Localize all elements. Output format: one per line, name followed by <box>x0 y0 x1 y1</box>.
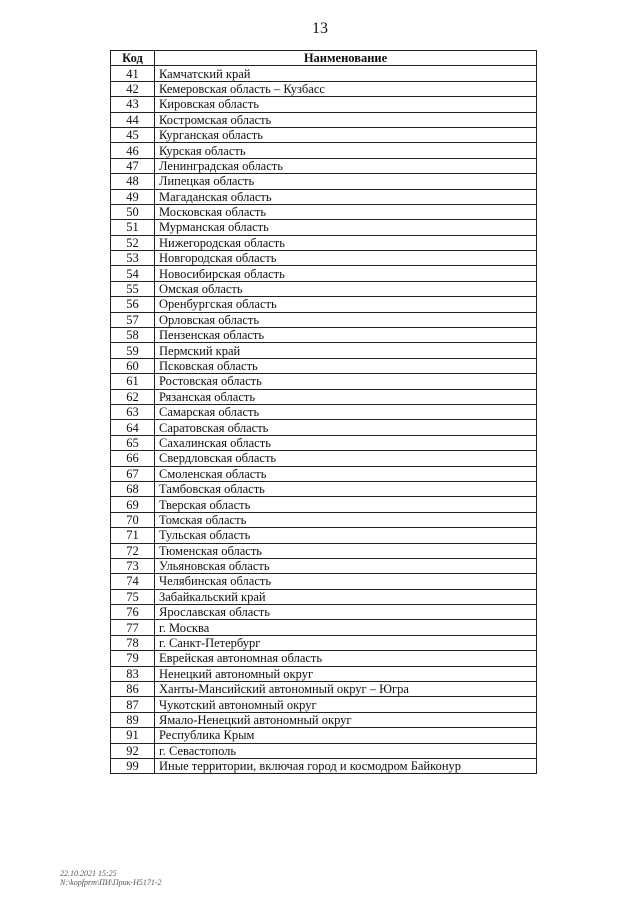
table-row <box>111 174 537 189</box>
table-row <box>111 558 537 573</box>
table-row <box>111 728 537 743</box>
region-code: 63 <box>111 404 155 419</box>
region-name: г. Севастополь <box>155 743 537 758</box>
region-code: 89 <box>111 712 155 727</box>
table-row <box>111 712 537 727</box>
region-name: Нижегородская область <box>155 235 537 250</box>
region-name: Московская область <box>155 204 537 219</box>
region-code: 49 <box>111 189 155 204</box>
table-row <box>111 497 537 512</box>
table-row <box>111 420 537 435</box>
region-name: Ярославская область <box>155 605 537 620</box>
region-code: 41 <box>111 66 155 81</box>
table-body <box>111 66 537 774</box>
region-name: Новосибирская область <box>155 266 537 281</box>
region-name: Новгородская область <box>155 251 537 266</box>
table-row <box>111 158 537 173</box>
region-name: Ростовская область <box>155 374 537 389</box>
table-row <box>111 389 537 404</box>
region-name: г. Санкт-Петербург <box>155 635 537 650</box>
region-name: Пензенская область <box>155 328 537 343</box>
table-row <box>111 220 537 235</box>
region-name: Иные территории, включая город и космодром Байконур <box>155 758 537 773</box>
table-row <box>111 328 537 343</box>
region-code: 71 <box>111 528 155 543</box>
region-name: Курская область <box>155 143 537 158</box>
region-name: Ханты-Мансийский автономный округ – Югра <box>155 682 537 697</box>
table-row <box>111 204 537 219</box>
region-name: Томская область <box>155 512 537 527</box>
table-row <box>111 343 537 358</box>
region-name: Свердловская область <box>155 451 537 466</box>
table-row <box>111 435 537 450</box>
table-row <box>111 481 537 496</box>
region-code: 83 <box>111 666 155 681</box>
region-name: Кемеровская область – Кузбасс <box>155 81 537 96</box>
region-code: 69 <box>111 497 155 512</box>
table-row <box>111 143 537 158</box>
table-row <box>111 374 537 389</box>
region-name: Тамбовская область <box>155 481 537 496</box>
region-code: 68 <box>111 481 155 496</box>
region-name: Псковская область <box>155 358 537 373</box>
region-code: 42 <box>111 81 155 96</box>
region-name: Ленинградская область <box>155 158 537 173</box>
region-code: 70 <box>111 512 155 527</box>
table-row <box>111 605 537 620</box>
region-name: Смоленская область <box>155 466 537 481</box>
region-code: 72 <box>111 543 155 558</box>
region-code: 61 <box>111 374 155 389</box>
table-row <box>111 651 537 666</box>
region-name: Сахалинская область <box>155 435 537 450</box>
region-code: 62 <box>111 389 155 404</box>
region-code: 86 <box>111 682 155 697</box>
region-name: Саратовская область <box>155 420 537 435</box>
region-name: Камчатский край <box>155 66 537 81</box>
region-code: 67 <box>111 466 155 481</box>
table-row <box>111 543 537 558</box>
table-row <box>111 466 537 481</box>
region-code: 65 <box>111 435 155 450</box>
table-row <box>111 620 537 635</box>
table-row <box>111 451 537 466</box>
region-name: Тюменская область <box>155 543 537 558</box>
region-code: 60 <box>111 358 155 373</box>
region-code: 74 <box>111 574 155 589</box>
region-code: 57 <box>111 312 155 327</box>
region-code: 77 <box>111 620 155 635</box>
region-name: Омская область <box>155 281 537 296</box>
table-row <box>111 97 537 112</box>
region-name: Еврейская автономная область <box>155 651 537 666</box>
region-code: 50 <box>111 204 155 219</box>
table-row <box>111 189 537 204</box>
table-row <box>111 574 537 589</box>
table-row <box>111 682 537 697</box>
region-code: 73 <box>111 558 155 573</box>
region-name: г. Москва <box>155 620 537 635</box>
region-name: Рязанская область <box>155 389 537 404</box>
region-name: Забайкальский край <box>155 589 537 604</box>
footer-timestamp: 22.10.2021 15:25 <box>60 869 117 878</box>
region-name: Липецкая область <box>155 174 537 189</box>
region-code: 48 <box>111 174 155 189</box>
table-row <box>111 127 537 142</box>
region-code: 43 <box>111 97 155 112</box>
table-header <box>111 51 537 66</box>
region-code: 99 <box>111 758 155 773</box>
table-row <box>111 235 537 250</box>
region-name: Оренбургская область <box>155 297 537 312</box>
column-header-name: Наименование <box>155 51 537 66</box>
footer-file-path: N:\kopfprm\ПИ\Прик-Н5171-2 <box>60 878 162 887</box>
region-name: Чукотский автономный округ <box>155 697 537 712</box>
region-name: Челябинская область <box>155 574 537 589</box>
table-row <box>111 697 537 712</box>
region-name: Ульяновская область <box>155 558 537 573</box>
regions-table <box>110 50 537 774</box>
region-code: 75 <box>111 589 155 604</box>
region-code: 45 <box>111 127 155 142</box>
region-name: Тульская область <box>155 528 537 543</box>
region-name: Самарская область <box>155 404 537 419</box>
region-code: 53 <box>111 251 155 266</box>
region-code: 58 <box>111 328 155 343</box>
region-code: 47 <box>111 158 155 173</box>
table-row <box>111 743 537 758</box>
table-row <box>111 589 537 604</box>
table-row <box>111 251 537 266</box>
region-code: 59 <box>111 343 155 358</box>
region-code: 87 <box>111 697 155 712</box>
region-name: Мурманская область <box>155 220 537 235</box>
region-name: Костромская область <box>155 112 537 127</box>
region-code: 44 <box>111 112 155 127</box>
region-name: Кировская область <box>155 97 537 112</box>
table-row <box>111 266 537 281</box>
table-row <box>111 81 537 96</box>
table-row <box>111 512 537 527</box>
table-row <box>111 297 537 312</box>
region-code: 76 <box>111 605 155 620</box>
region-name: Магаданская область <box>155 189 537 204</box>
region-code: 46 <box>111 143 155 158</box>
region-code: 55 <box>111 281 155 296</box>
region-name: Ненецкий автономный округ <box>155 666 537 681</box>
region-code: 51 <box>111 220 155 235</box>
table-row <box>111 358 537 373</box>
region-code: 79 <box>111 651 155 666</box>
table-row <box>111 758 537 773</box>
region-code: 78 <box>111 635 155 650</box>
table-row <box>111 666 537 681</box>
region-name: Тверская область <box>155 497 537 512</box>
table-row <box>111 404 537 419</box>
region-code: 56 <box>111 297 155 312</box>
table-row <box>111 66 537 81</box>
header-row <box>111 51 537 66</box>
footer-stamp <box>60 869 162 887</box>
region-name: Ямало-Ненецкий автономный округ <box>155 712 537 727</box>
region-code: 92 <box>111 743 155 758</box>
table-row <box>111 281 537 296</box>
page-number: 13 <box>312 20 328 37</box>
column-header-code: Код <box>111 51 155 66</box>
region-name: Курганская область <box>155 127 537 142</box>
region-code: 54 <box>111 266 155 281</box>
table-row <box>111 312 537 327</box>
region-name: Пермский край <box>155 343 537 358</box>
region-code: 91 <box>111 728 155 743</box>
region-name: Республика Крым <box>155 728 537 743</box>
region-code: 64 <box>111 420 155 435</box>
table-row <box>111 112 537 127</box>
region-name: Орловская область <box>155 312 537 327</box>
table-row <box>111 635 537 650</box>
region-code: 66 <box>111 451 155 466</box>
region-code: 52 <box>111 235 155 250</box>
table-row <box>111 528 537 543</box>
